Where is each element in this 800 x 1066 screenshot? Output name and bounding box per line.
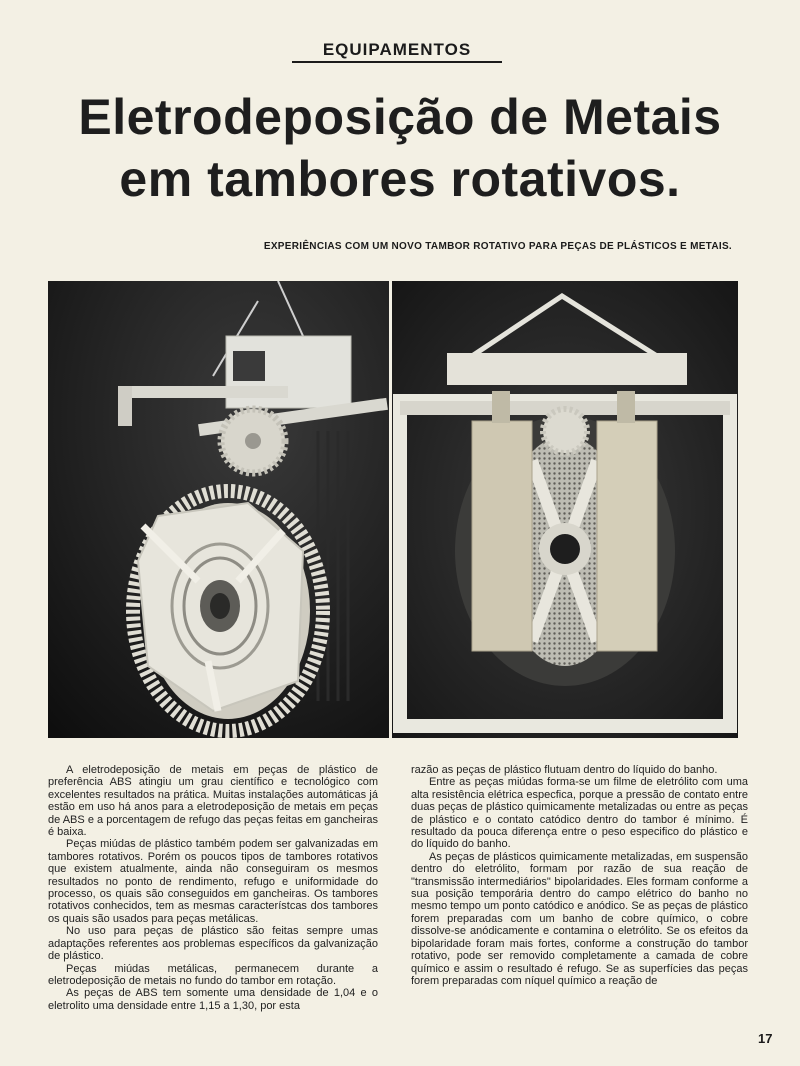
paragraph: Peças miúdas metálicas, permanecem durante a eletrodeposição de metais no fundo do tambor em rotação. bbox=[48, 962, 378, 987]
article-title bbox=[30, 86, 770, 210]
section-label: EQUIPAMENTOS bbox=[322, 40, 472, 59]
paragraph-continuation: razão as peças de plástico flutuam dentro do líquido do banho. bbox=[411, 764, 718, 776]
title-line-1: Eletrodeposição de Metais bbox=[78, 89, 722, 145]
body-column-right bbox=[411, 764, 748, 987]
paragraph: Peças miúdas de plástico também podem ser galvanizadas em tambores rotativos. Porém os poucos tipos de tambores rotativos que existem atualmente, ainda não conseguiram os mesmos resultados no ponto de rendimento, refugo e uniformidade do processo, os quais são conseguidos em gancheiras. Os tambores rotativos conhecidos, tem as mesmas característcas dos tambores os quais são usados para peças metálicas. bbox=[48, 838, 378, 925]
paragraph: As peças de plásticos quimicamente metalizadas, em suspensão dentro do eletrólito, formam por razão de sua reação de "transmissão intermediários" bipolaridades. Eles formam conforme a sua posição temporária dentro do campo elétrico do banho no mesmo tempo um ponto catódico e anódico. Se as peças de plástico forem preparadas com um banho de cobre químico, o cobre dissolve-se anódicamente e contamina o eletrólito. Se os efeitos da bipolaridade foram mais fortes, conforme a construção do tambor rotativo, pode ser removido completamente a camada de cobre químico e assim o resultado é refugo. Se as superfícies das peças forem preparadas com níquel químico a reação de bbox=[411, 850, 748, 987]
body-column-left bbox=[48, 764, 378, 1012]
article-subtitle: EXPERIÊNCIAS COM UM NOVO TAMBOR ROTATIVO PARA PEÇAS DE PLÁSTICOS E METAIS. bbox=[263, 241, 732, 252]
paragraph: Entre as peças miúdas forma-se um filme de eletrólito com uma alta resistência elétrica especfica, porque a pressão de contato entre duas peças de plástico quimicamente metalizadas ou entre as peças de plástico e o contato catódico dentro do tambor é mínimo. É resultado da pouca diferença entre o peso especifico do plástico e do líquido do banho. bbox=[411, 776, 748, 851]
barrel-in-tank-photo bbox=[392, 281, 738, 738]
page-number: 17 bbox=[758, 1031, 773, 1046]
section-rule bbox=[292, 61, 502, 63]
photo-rotating-barrel bbox=[48, 281, 389, 738]
photo-barrel-in-tank bbox=[392, 281, 738, 738]
paragraph: No uso para peças de plástico são feitas sempre umas adaptações referentes aos problemas específicos da galvanização de plástico. bbox=[48, 925, 378, 963]
title-line-2: em tambores rotativos. bbox=[119, 151, 681, 207]
rotating-barrel-gear-photo bbox=[48, 281, 389, 738]
paragraph: A eletrodeposição de metais em peças de plástico de preferência ABS atingiu um grau científico e tecnológico com excelentes resultados na prática. Muitas instalações automáticas já estão em uso há anos para a eletrodeposição de metais em peças de ABS e a porcentagem de refugo das peças feitas em gancheiras é baixa. bbox=[48, 764, 378, 839]
paragraph: As peças de ABS tem somente uma densidade de 1,04 e o eletrolito uma densidade entre 1,15 a 1,30, por esta bbox=[48, 987, 378, 1012]
